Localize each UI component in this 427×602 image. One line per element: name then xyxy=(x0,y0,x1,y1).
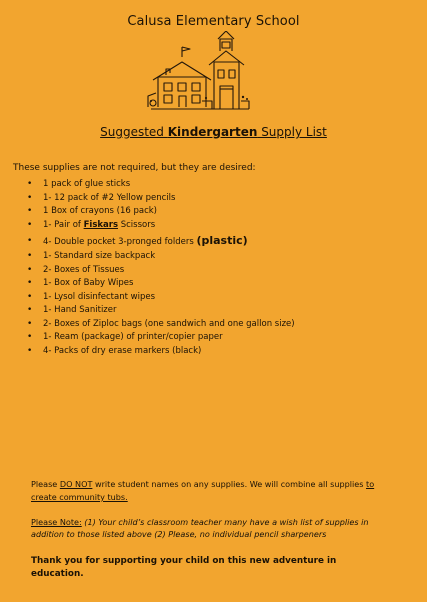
note-text: (1) Your child’s classroom teacher many have a wish list of supplies in addition to those listed above (2) Please, no individual pencil sharpeners xyxy=(31,517,369,539)
please-note xyxy=(31,516,397,540)
supply-item-folders xyxy=(27,232,295,250)
bullet-icon: • xyxy=(27,219,33,230)
supply-item-tissues xyxy=(27,264,295,278)
supply-item-text: 1- Lysol disinfectant wipes xyxy=(43,291,156,302)
notice-middle: write student names on any supplies. We will combine all supplies xyxy=(92,479,367,489)
supply-item-lysol-wipes xyxy=(27,291,295,305)
supply-item-prefix: 4- Double pocket 3-pronged folders xyxy=(43,237,197,247)
supply-item-backpack xyxy=(27,250,295,264)
supply-item-text: 1 Box of crayons (16 pack) xyxy=(43,206,157,216)
bullet-icon: • xyxy=(27,192,33,203)
notice-prefix: Please xyxy=(31,479,60,489)
title-suffix: Supply List xyxy=(257,125,327,139)
bullet-icon: • xyxy=(27,291,33,302)
supply-item-text: 4- Packs of dry erase markers (black) xyxy=(43,345,202,356)
supply-item-text: 1- 12 pack of #2 Yellow pencils xyxy=(43,192,176,203)
bullet-icon: • xyxy=(27,179,33,189)
supply-item-text: 1- Hand Sanitizer xyxy=(43,305,117,315)
note-label: Please Note: xyxy=(31,517,82,527)
supply-item-text: 1- Standard size backpack xyxy=(43,251,156,261)
supply-item-text: 2- Boxes of Ziploc bags (one sandwich and one gallon size) xyxy=(43,318,295,329)
supply-item-prefix: 1- Pair of xyxy=(43,219,84,230)
supply-item-glue-sticks xyxy=(27,178,295,192)
bullet-icon: • xyxy=(27,332,33,342)
supply-item-text: 2- Boxes of Tissues xyxy=(43,264,125,275)
supply-item-pencils xyxy=(27,192,295,206)
supply-list xyxy=(27,178,295,358)
brand-name: Fiskars xyxy=(83,219,119,230)
bullet-icon: • xyxy=(27,251,33,261)
supply-item-crayons xyxy=(27,205,295,219)
schoolhouse-illustration xyxy=(145,31,255,115)
plastic-emphasis: (plastic) xyxy=(196,234,248,247)
supply-item-text: 1- Ream (package) of printer/copier paper xyxy=(43,332,223,342)
bullet-icon: • xyxy=(27,236,33,246)
notice-do-not: DO NOT xyxy=(59,479,93,489)
bullet-icon: • xyxy=(27,345,33,356)
supply-names-notice xyxy=(31,478,398,504)
supply-item-hand-sanitizer xyxy=(27,304,295,318)
supply-item-baby-wipes xyxy=(27,277,295,291)
grade-name: Kindergarten xyxy=(167,125,258,139)
intro-text: These supplies are not required, but they are desired: xyxy=(13,163,256,173)
bullet-icon: • xyxy=(27,318,33,329)
bullet-icon: • xyxy=(27,264,33,275)
supply-item-markers xyxy=(27,345,295,359)
supply-item-paper xyxy=(27,331,295,345)
notice-underlined-text: to create community tubs. xyxy=(31,479,375,502)
supply-list-title xyxy=(0,125,427,139)
supply-item-text: 1 pack of glue sticks xyxy=(43,179,131,189)
bullet-icon: • xyxy=(27,206,33,216)
title-prefix: Suggested xyxy=(100,125,168,139)
supply-item-suffix: Scissors xyxy=(118,219,156,230)
school-title: Calusa Elementary School xyxy=(127,14,300,29)
thank-you-message: Thank you for supporting your child on this new adventure in education. xyxy=(31,556,337,579)
bullet-icon: • xyxy=(27,278,33,288)
supply-item-scissors xyxy=(27,219,295,233)
bullet-icon: • xyxy=(27,305,33,315)
supply-item-ziploc-bags xyxy=(27,318,295,332)
supply-item-text: 1- Box of Baby Wipes xyxy=(43,278,134,288)
